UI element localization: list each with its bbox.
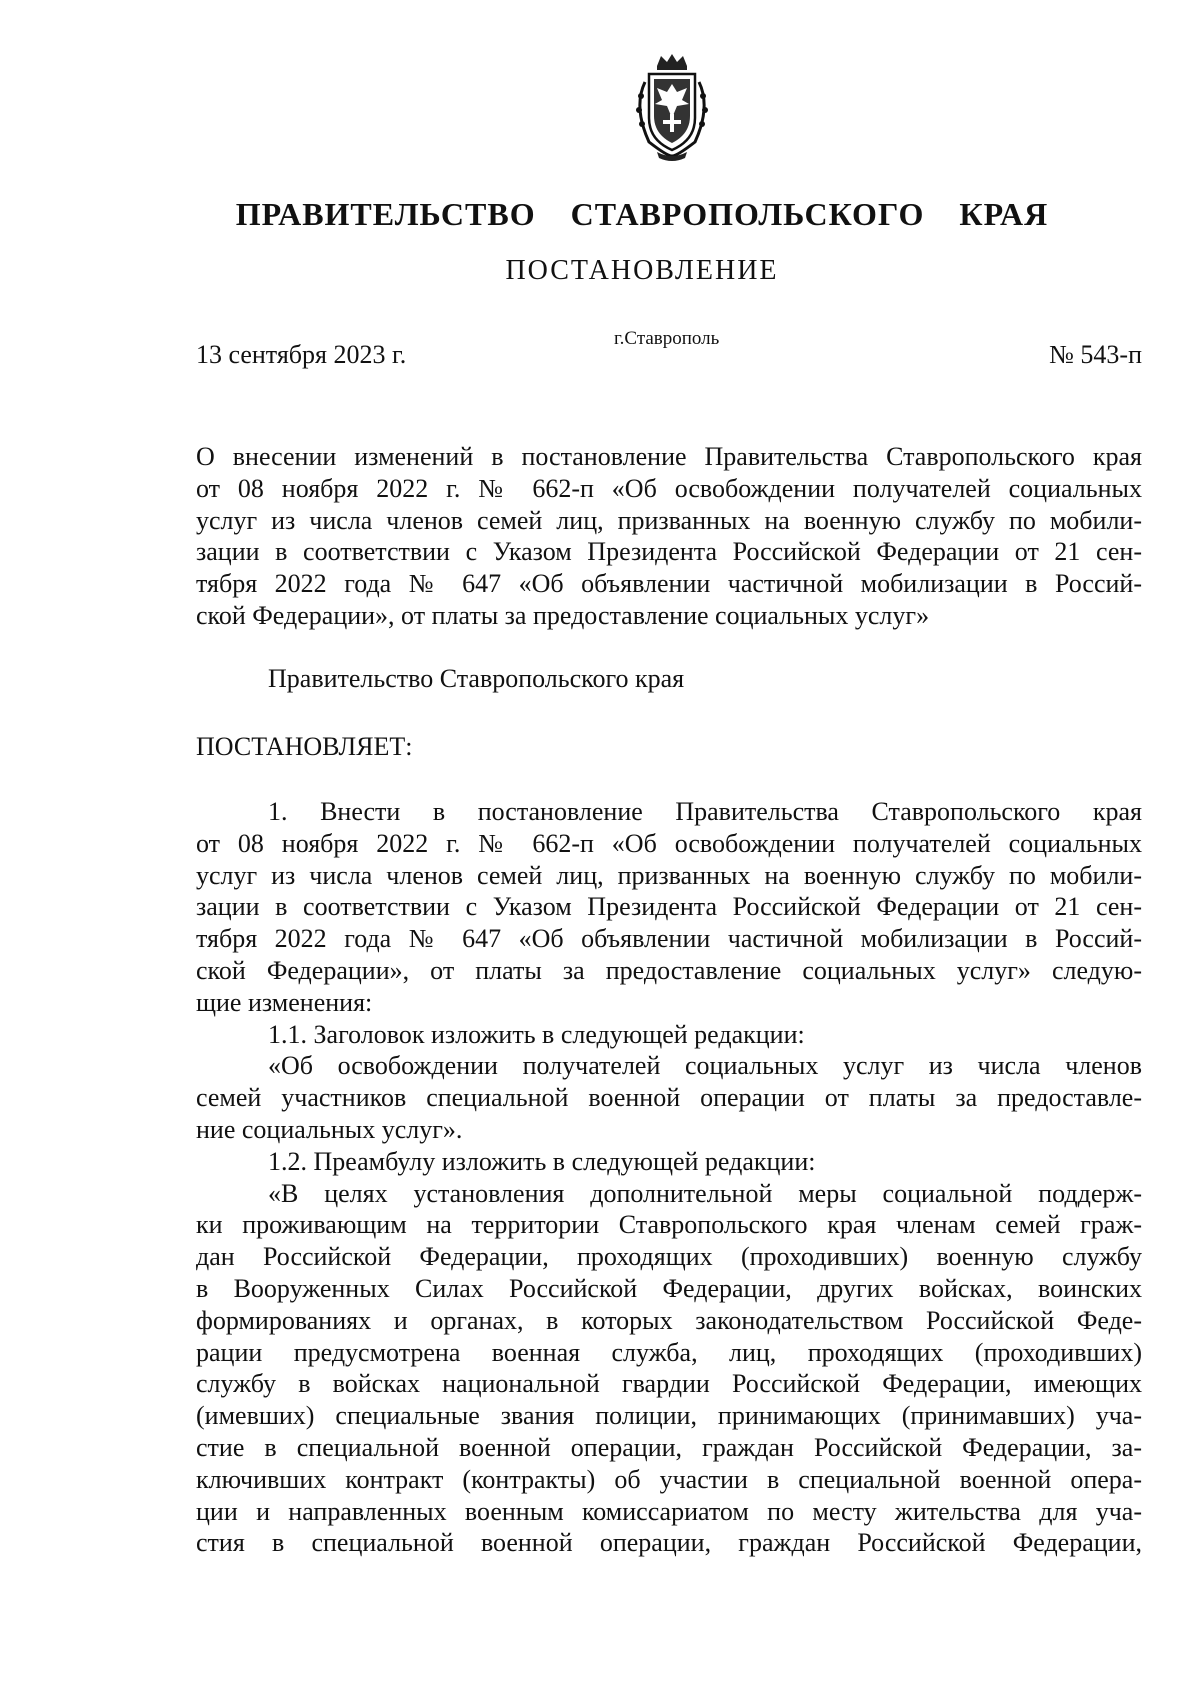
body-paragraphs [196,796,1142,1559]
body-line: (имевших) специальные звания полиции, принимающих (принимавших) уча- [196,1401,1142,1431]
body-line: зации в соответствии с Указом Президента Российской Федерации от 21 сен- [196,892,1142,922]
body-line: 1.1. Заголовок изложить в следующей редакции: [268,1019,805,1049]
stavropol-coat-of-arms-icon [627,52,717,162]
body-line: стия в специальной военной операции, граждан Российской Федерации, [196,1528,1142,1558]
subject-line: тября 2022 года № 647 «Об объявлении частичной мобилизации в Россий- [196,573,1142,599]
body-line: от 08 ноября 2022 г. № 662-п «Об освобождении получателей социальных [196,828,1142,858]
body-line: формированиях и органах, в которых законодательством Российской Феде- [196,1305,1142,1335]
document-subject [196,446,1142,637]
subject-line: от 08 ноября 2022 г. № 662-п «Об освобождении получателей социальных [196,477,1142,503]
body-line: рации предусмотрена военная служба, лиц, проходящих (проходивших) [196,1337,1142,1367]
subject-line: услуг из числа членов семей лиц, призванных на военную службу по мобили- [196,509,1142,535]
subject-line: зации в соответствии с Указом Президента Российской Федерации от 21 сен- [196,541,1142,567]
subject-line: ской Федерации», от платы за предоставление социальных услуг» [196,604,930,630]
body-line: ции и направленных военным комиссариатом по месту жительства для уча- [196,1496,1142,1526]
body-line: ки проживающим на территории Ставропольского края членам семей граж- [196,1210,1142,1240]
document-city: г.Ставрополь [614,328,720,349]
body-line: «В целях установления дополнительной меры социальной поддерж- [268,1178,1142,1208]
body-line: «Об освобождении получателей социальных услуг из числа членов [268,1051,1142,1081]
body-line: 1.2. Преамбулу изложить в следующей редакции: [268,1146,816,1176]
body-line: услуг из числа членов семей лиц, призванных на военную службу по мобили- [196,860,1142,890]
subject-line: О внесении изменений в постановление Правительства Ставропольского края [196,446,1142,471]
body-line: 1. Внести в постановление Правительства Ставропольского края [268,797,1142,826]
body-line: ской Федерации», от платы за предоставление социальных услуг» следую- [196,955,1142,985]
body-line: в Вооруженных Силах Российской Федерации, других войсках, воинских [196,1273,1142,1303]
body-line: дан Российской Федерации, проходящих (проходивших) военную службу [196,1242,1142,1272]
body-line: службу в войсках национальной гвардии Российской Федерации, имеющих [196,1369,1142,1399]
document-type: ПОСТАНОВЛЕНИЕ [505,255,779,286]
body-line: семей участников специальной военной операции от платы за предоставле- [196,1083,1142,1113]
body-line: тября 2022 года № 647 «Об объявлении частичной мобилизации в Россий- [196,924,1142,954]
body-line: щие изменения: [196,987,373,1017]
document-date: 13 сентября 2023 г. [196,340,407,369]
body-line: ние социальных услуг». [196,1114,463,1144]
body-line: стие в специальной военной операции, граждан Российской Федерации, за- [196,1432,1142,1462]
document-number: № 543-п [1049,340,1142,369]
org-title: ПРАВИТЕЛЬСТВО СТАВРОПОЛЬСКОГО КРАЯ [235,196,1049,232]
decree-word: ПОСТАНОВЛЯЕТ: [196,732,413,761]
government-line: Правительство Ставропольского края [268,664,685,693]
body-line: ключивших контракт (контракты) об участии в специальной военной опера- [196,1464,1142,1494]
